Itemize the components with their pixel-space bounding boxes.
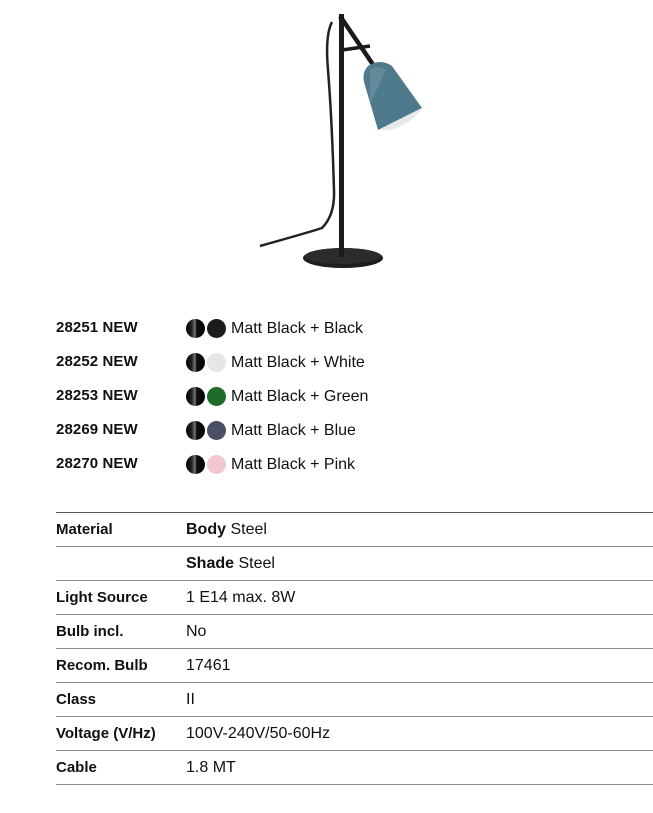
desk-lamp-image: [200, 0, 530, 278]
spec-row-light-source: [56, 581, 653, 615]
spec-value: 17461: [186, 657, 231, 674]
variant-row: [56, 420, 616, 454]
body-color-swatch: [186, 319, 205, 338]
shade-color-swatch: [207, 353, 226, 372]
spec-row-cable: [56, 751, 653, 785]
variant-color: Matt Black + Black: [231, 320, 364, 337]
variant-color: Matt Black + White: [231, 354, 365, 371]
spec-value: No: [186, 623, 207, 640]
body-color-swatch: [186, 455, 205, 474]
variant-code: 28270 NEW: [56, 455, 138, 472]
body-color-swatch: [186, 353, 205, 372]
spec-row-bulb-incl: [56, 615, 653, 649]
spec-row-class: [56, 683, 653, 717]
spec-label: Cable: [56, 759, 97, 776]
variant-color: Matt Black + Green: [231, 388, 369, 405]
spec-row-recom-bulb: [56, 649, 653, 683]
spec-value: [186, 554, 275, 574]
spec-value: 100V-240V/50-60Hz: [186, 725, 331, 742]
spec-row-material-body: [56, 513, 653, 547]
color-swatches: [186, 319, 228, 339]
shade-color-swatch: [207, 421, 226, 440]
color-swatches: [186, 455, 228, 475]
shade-color-swatch: [207, 455, 226, 474]
variant-color: Matt Black + Blue: [231, 422, 356, 439]
spec-subvalue: Steel: [230, 521, 267, 538]
spec-label: Material: [56, 521, 113, 538]
color-swatches: [186, 353, 228, 373]
spec-value: [186, 520, 267, 540]
specs-table: [56, 512, 653, 785]
variant-list: [56, 318, 616, 488]
spec-label: Recom. Bulb: [56, 657, 148, 674]
variant-row: [56, 386, 616, 420]
spec-label: Bulb incl.: [56, 623, 124, 640]
spec-subvalue: Steel: [238, 555, 275, 572]
spec-value: 1.8 MT: [186, 759, 236, 776]
spec-value: II: [186, 691, 195, 708]
variant-row: [56, 454, 616, 488]
body-color-swatch: [186, 421, 205, 440]
spec-row-material-shade: [56, 547, 653, 581]
spec-label: Class: [56, 691, 97, 708]
shade-color-swatch: [207, 387, 226, 406]
spec-value: 1 E14 max. 8W: [186, 589, 296, 606]
variant-color: Matt Black + Pink: [231, 456, 356, 473]
color-swatches: [186, 421, 228, 441]
body-color-swatch: [186, 387, 205, 406]
product-image: [200, 0, 530, 278]
variant-code: 28253 NEW: [56, 387, 138, 404]
spec-sublabel: Body: [186, 521, 226, 538]
shade-color-swatch: [207, 319, 226, 338]
variant-code: 28269 NEW: [56, 421, 138, 438]
spec-label: Light Source: [56, 589, 148, 606]
spec-row-voltage: [56, 717, 653, 751]
variant-code: 28251 NEW: [56, 319, 138, 336]
variant-row: [56, 318, 616, 352]
variant-code: 28252 NEW: [56, 353, 138, 370]
variant-row: [56, 352, 616, 386]
spec-sublabel: Shade: [186, 555, 235, 572]
color-swatches: [186, 387, 228, 407]
spec-label: Voltage (V/Hz): [56, 725, 156, 742]
